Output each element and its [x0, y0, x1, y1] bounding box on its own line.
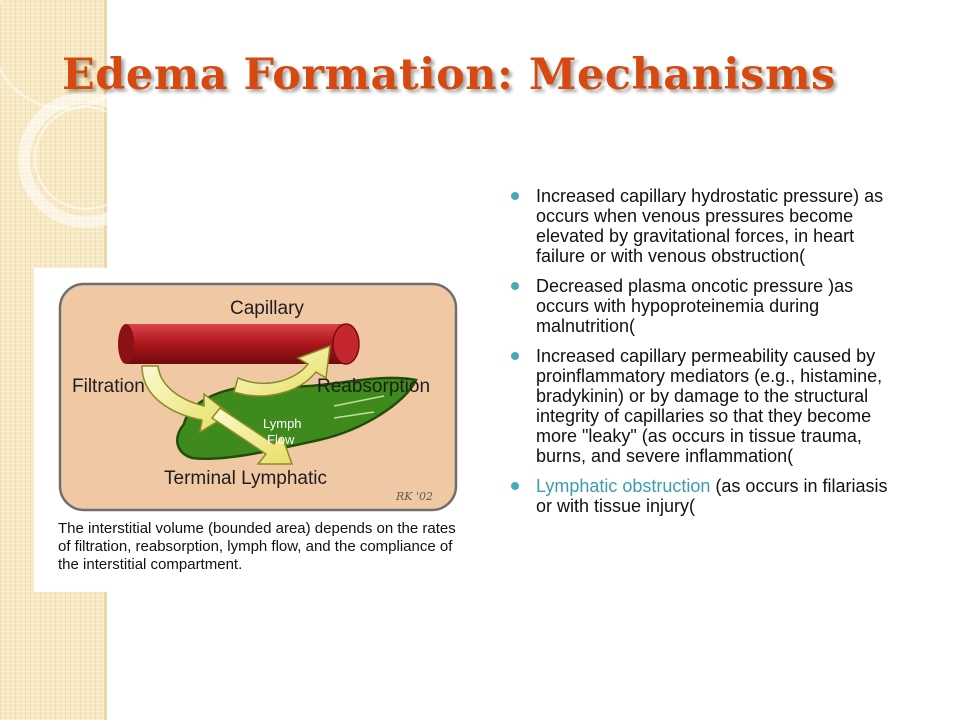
lymph-flow-label-line2: Flow — [267, 432, 295, 447]
bullet-item — [508, 346, 908, 466]
bullet-item — [508, 276, 908, 336]
filtration-label: Filtration — [72, 376, 145, 397]
bullet-text: Increased capillary permeability caused by proinflammatory mediators (e.g., histamine, bradykinin) or by damage to the structural integrity of capillaries so that they become more "leaky" (as occurs in tissue trauma, burns, and severe inflammation( — [536, 346, 883, 466]
edema-diagram-figure — [34, 268, 474, 592]
bullet-item — [508, 476, 908, 516]
decorative-ring — [34, 106, 138, 210]
reabsorption-label: Reabsorption — [317, 376, 431, 397]
bullet-text: Decreased plasma oncotic pressure )as occurs with hypoproteinemia during malnutrition( — [536, 276, 854, 336]
capillary-end — [118, 324, 134, 364]
figure-caption: The interstitial volume (bounded area) depends on the rates of filtration, reabsorption, lymph flow, and the compliance of the interstitial compartment. — [58, 520, 456, 573]
bullet-dot-icon — [511, 192, 519, 200]
bullet-highlight: Lymphatic obstruction — [536, 476, 711, 496]
bullet-item — [508, 186, 908, 266]
mechanism-bullet-list — [508, 186, 908, 526]
bullet-dot-icon — [511, 482, 519, 490]
capillary-label: Capillary — [230, 298, 304, 319]
bullet-dot-icon — [511, 352, 519, 360]
terminal-lymphatic-label: Terminal Lymphatic — [164, 468, 327, 489]
slide-title: Edema Formation: Mechanisms — [62, 50, 836, 100]
bullet-text: Increased capillary hydrostatic pressure) as occurs when venous pressures become elevated by gravitational forces, in heart failure or with venous obstruction( — [536, 186, 884, 266]
bullet-text: (as occurs in filariasis or with tissue injury( — [536, 476, 888, 516]
bullet-dot-icon — [511, 282, 519, 290]
edema-diagram — [34, 268, 474, 518]
artist-signature: RK '02 — [396, 490, 434, 503]
capillary-end — [333, 324, 359, 364]
lymph-flow-label-line1: Lymph — [263, 416, 302, 431]
